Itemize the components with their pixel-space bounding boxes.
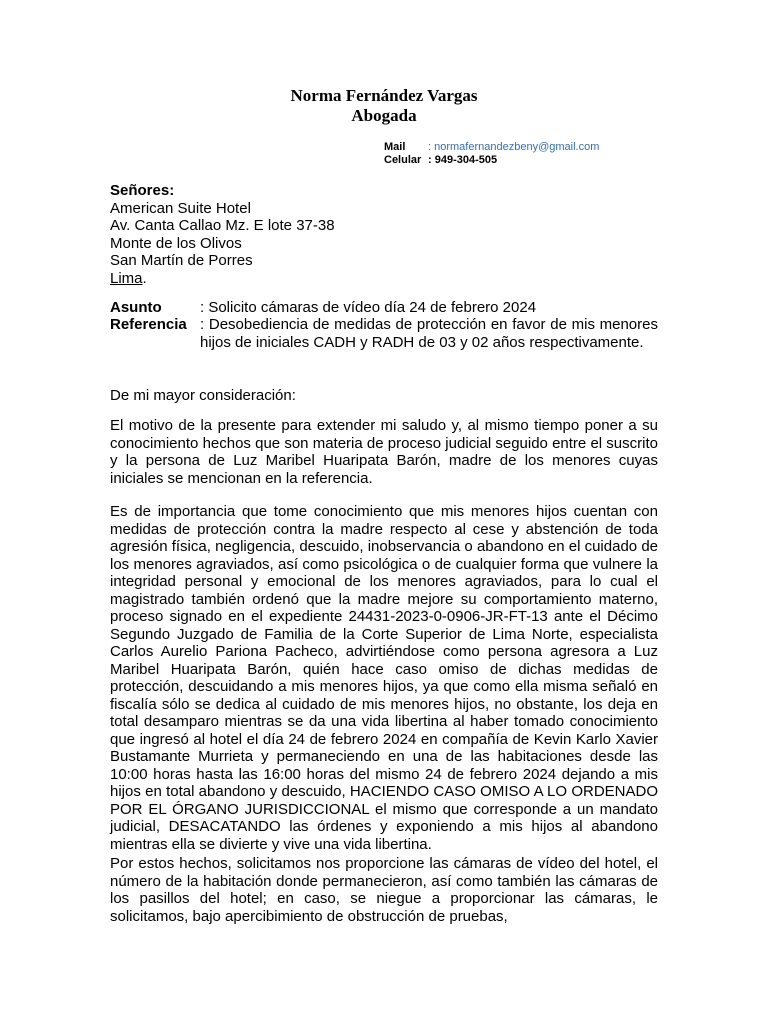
phone-value: : 949-304-505 [428, 154, 498, 166]
paragraph: El motivo de la presente para extender mi saludo y, al mismo tiempo poner a su conocimiento hechos que son materia de proceso judicial seguido entre el suscrito y la persona de Luz Maribel Huaripata Barón, madre de los menores cuyas iniciales se mencionan en la referencia. [110, 417, 658, 487]
recipient-line: Av. Canta Callao Mz. E lote 37-38 [110, 217, 335, 234]
referencia-value: : Desobediencia de medidas de protección en favor de mis menores hijos de iniciales CADH y RADH de 03 y 02 años respectivamente. [200, 316, 658, 351]
paragraph: Es de importancia que tome conocimiento que mis menores hijos cuentan con medidas de protección contra la madre respecto al cese y abstención de toda agresión física, negligencia, descuido, inobservancia o abandono en el cuidado de los menores agraviados, así como psicológica o de cualquier forma que vulnere la integridad personal y emocional de los menores agraviados, para lo cual el magistrado también ordenó que la madre mejore su comportamiento materno, proceso signado en el expediente 24431-2023-0-0906-JR-FT-13 ante el Décimo Segundo Juzgado de Familia de la Corte Superior de Lima Norte, especialista Carlos Aurelio Pariona Pacheco, advirtiéndose como persona agresora a Luz Maribel Huaripata Barón, quién hace caso omiso de dichas medidas de protección, descuidando a mis menores hijos, ya que como ella misma señaló en fiscalía sólo se dedica al cuidado de mis menores hijos, no obstante, los deja en total desamparo mientras se da una vida libertina al haber tomado conocimiento que ingresó al hotel el día 24 de febrero 2024 en compañía de Kevin Karlo Xavier Bustamante Murrieta y permaneciendo en una de las habitaciones desde las 10:00 horas hasta las 16:00 horas del mismo 24 de febrero 2024 dejando a mis hijos en total abandono y descuido, HACIENDO CASO OMISO A LO ORDENADO POR EL ÓRGANO JURISDICCIONAL el mismo que corresponde a un mandato judicial, DESACATANDO las órdenes y exponiendo a mis hijos al abandono mientras ella se divierte y vive una vida libertina. [110, 503, 658, 853]
asunto-value: : Solicito cámaras de vídeo día 24 de febrero 2024 [200, 299, 537, 316]
salutation: Señores: [110, 182, 175, 199]
mail-label: Mail [384, 141, 406, 153]
mail-value: : normafernandezbeny@gmail.com [428, 141, 600, 153]
recipient-block [110, 182, 658, 287]
asunto-label: Asunto [110, 299, 162, 316]
recipient-line: American Suite Hotel [110, 199, 251, 217]
author-name: Norma Fernández Vargas [290, 86, 478, 105]
recipient-city-suffix: . [142, 269, 147, 287]
recipient-line: San Martín de Porres [110, 252, 253, 269]
phone-label: Celular [384, 154, 422, 166]
contact-phone [384, 154, 497, 166]
contact-mail [384, 141, 599, 153]
referencia-label: Referencia [110, 316, 187, 333]
recipient-line: Monte de los Olivos [110, 234, 242, 252]
recipient-city: Lima [110, 269, 143, 287]
greeting: De mi mayor consideración: [110, 387, 296, 404]
author-title: Abogada [351, 106, 417, 125]
paragraph: Por estos hechos, solicitamos nos proporcione las cámaras de vídeo del hotel, el número de la habitación donde permanecieron, así como también las cámaras de los pasillos del hotel; en caso, se niegue a proporcionar las cámaras, le solicitamos, bajo apercibimiento de obstrucción de pruebas, [110, 855, 658, 925]
recipient-city-line [110, 270, 658, 288]
